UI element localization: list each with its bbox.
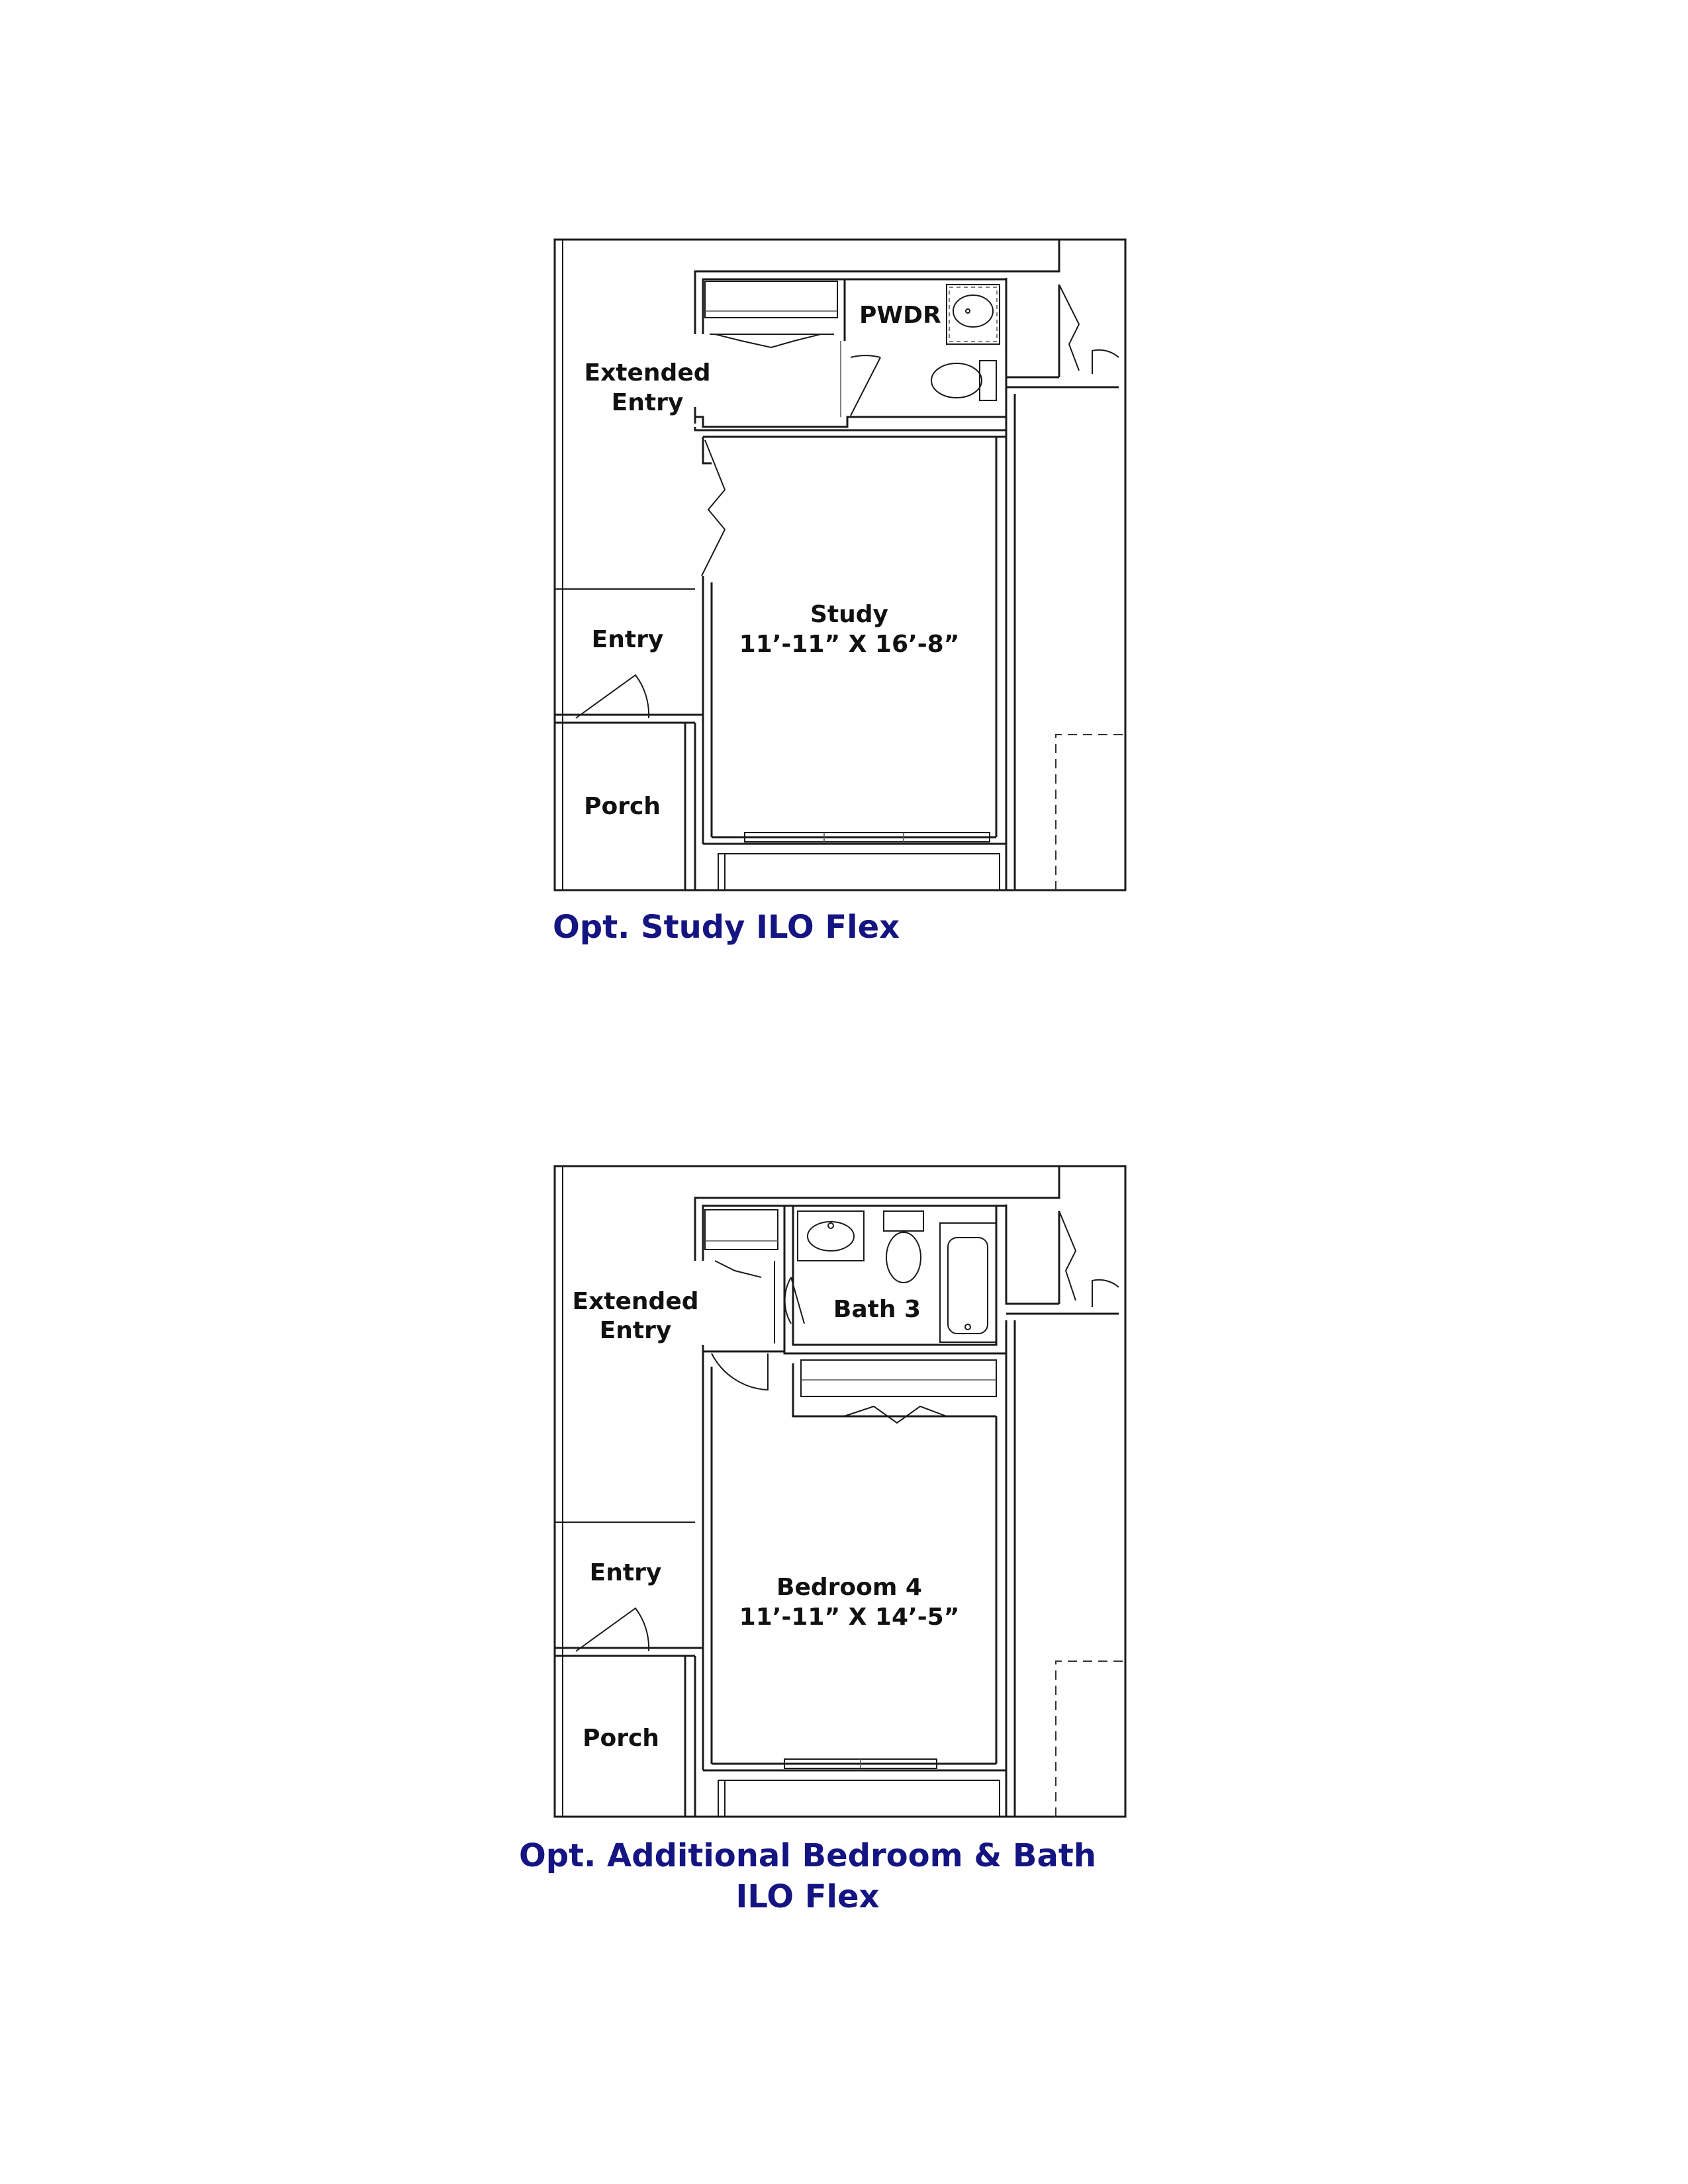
linen-closet — [1006, 240, 1119, 890]
entry-label: Entry — [589, 1559, 662, 1586]
porch-label: Porch — [584, 793, 661, 820]
plan-frame — [555, 1166, 1125, 1817]
bath-label: Bath 3 — [833, 1296, 921, 1323]
dashed-edge — [1056, 735, 1125, 890]
extended-entry-label: Extended — [572, 1288, 699, 1315]
linen-closet — [1006, 1166, 1119, 1817]
bedroom-dimensions: 11’-11” X 14’-5” — [739, 1604, 960, 1631]
bedroom-label: Bedroom 4 — [776, 1574, 922, 1601]
entry-label: Entry — [591, 626, 664, 653]
closet-and-powder-block — [695, 261, 1059, 430]
study-room-walls — [702, 430, 1006, 890]
study-option-caption: Opt. Study ILO Flex — [553, 909, 900, 946]
study-dimensions: 11’-11” X 16’-8” — [739, 631, 960, 658]
extended-entry-label: Extended — [584, 359, 711, 387]
study-label: Study — [810, 601, 889, 628]
bedroom-floor-plan — [555, 1166, 1125, 1817]
dashed-edge — [1056, 1661, 1125, 1817]
porch-label: Porch — [583, 1725, 659, 1752]
extended-entry-label-line2: Entry — [611, 389, 684, 416]
bedroom-option-caption-line2: ILO Flex — [735, 1878, 880, 1915]
extended-entry-label-line2: Entry — [599, 1317, 672, 1344]
study-floor-plan — [555, 240, 1125, 890]
bedroom-option-caption: Opt. Additional Bedroom & Bath — [519, 1837, 1096, 1874]
pwdr-label: PWDR — [859, 302, 941, 329]
